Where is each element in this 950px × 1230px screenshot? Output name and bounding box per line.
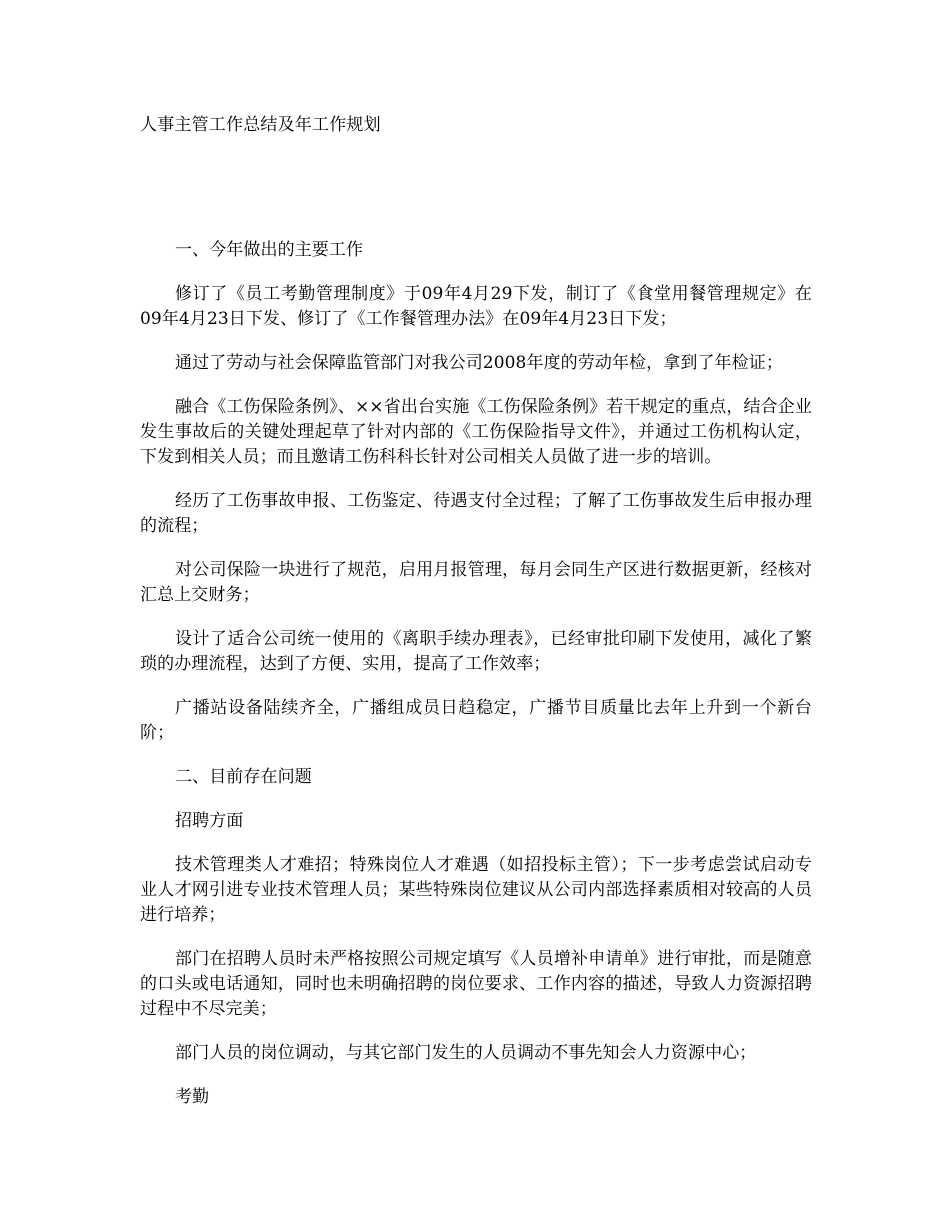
subheading-attendance: 考勤 (175, 1087, 210, 1107)
paragraph-insurance-management: 对公司保险一块进行了规范，启用月报管理，每月会同生产区进行数据更新，经核对汇总上交财务； (140, 560, 812, 605)
paragraph-labor-inspection: 通过了劳动与社会保障监管部门对我公司2008年度的劳动年检，拿到了年检证； (175, 353, 783, 373)
document-body (140, 238, 812, 1129)
paragraph-transfer-notice: 部门人员的岗位调动，与其它部门发生的人员调动不事先知会人力资源中心； (175, 1043, 757, 1063)
subheading-recruitment: 招聘方面 (175, 811, 244, 831)
paragraph-attendance-rules: 修订了《员工考勤管理制度》于09年4月29下发，制订了《食堂用餐管理规定》在09年4月23日下发、修订了《工作餐管理办法》在09年4月23日下发； (140, 284, 812, 329)
section-heading-main-work: 一、今年做出的主要工作 (175, 240, 364, 260)
section-heading-problems: 二、目前存在问题 (175, 767, 312, 787)
paragraph-injury-insurance: 融合《工伤保险条例》、××省出台实施《工伤保险条例》若干规定的重点，结合企业发生事故后的关键处理起草了针对内部的《工伤保险指导文件》，并通过工伤机构认定，下发到相关人员；而且邀请工伤科科长针对公司相关人员做了进一步的培训。 (140, 397, 812, 467)
paragraph-resignation-form: 设计了适合公司统一使用的《离职手续办理表》，已经审批印刷下发使用，减化了繁琐的办理流程，达到了方便、实用，提高了工作效率； (140, 629, 812, 674)
paragraph-broadcast-station: 广播站设备陆续齐全，广播组成员日趋稳定，广播节目质量比去年上升到一个新台阶； (140, 698, 812, 743)
document-title: 人事主管工作总结及年工作规划 (140, 115, 381, 135)
paragraph-recruitment-approval: 部门在招聘人员时未严格按照公司规定填写《人员增补申请单》进行审批，而是随意的口头或电话通知，同时也未明确招聘的岗位要求、工作内容的描述，导致人力资源招聘过程中不尽完美； (140, 949, 812, 1019)
paragraph-injury-process: 经历了工伤事故申报、工伤鉴定、待遇支付全过程；了解了工伤事故发生后申报办理的流程； (140, 491, 812, 536)
paragraph-talent-shortage: 技术管理类人才难招；特殊岗位人才难遇（如招投标主管）；下一步考虑尝试启动专业人才网引进专业技术管理人员；某些特殊岗位建议从公司内部选择素质相对较高的人员进行培养； (140, 855, 812, 925)
